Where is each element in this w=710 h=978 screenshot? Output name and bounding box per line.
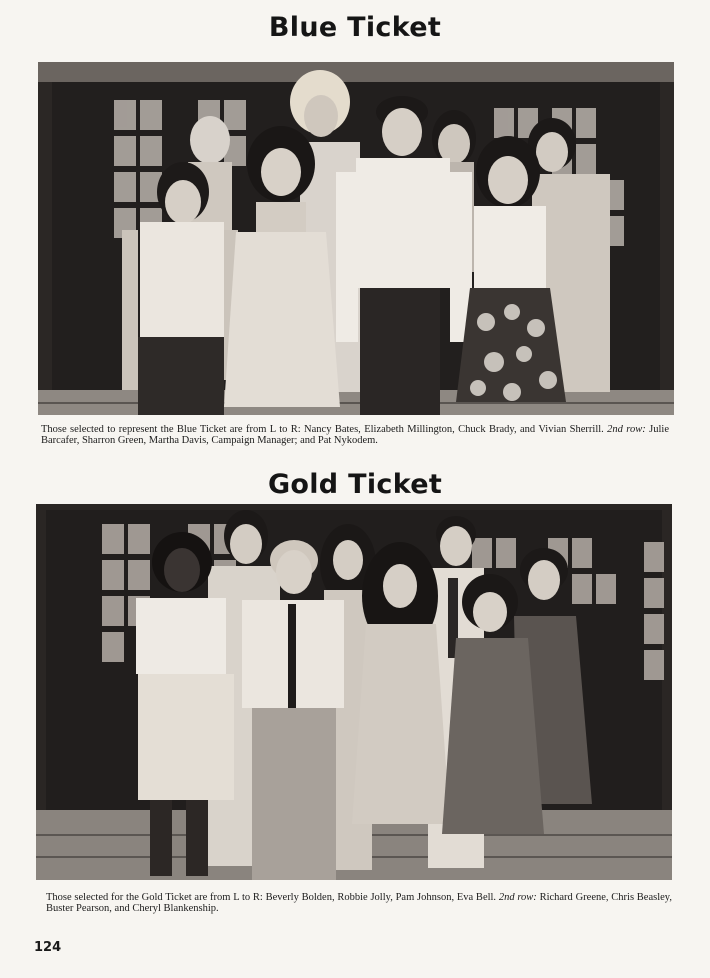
blue-ticket-caption [41,425,669,446]
blue-caption-row-label: 2nd row: [607,424,646,435]
page-number: 124 [34,940,62,955]
gold-caption-row-label: 2nd row: [498,892,537,903]
gold-ticket-heading: Gold Ticket [267,469,443,500]
blue-ticket-group-photo [38,62,674,415]
gold-ticket-group-photo [36,504,672,880]
blue-ticket-heading: Blue Ticket [268,12,442,43]
blue-caption-lead: Those selected to represent the Blue Ticket are from L to R: Nancy Bates, Elizabeth Millington, Chuck Brady, and Vivian Sherrill. [41,424,608,435]
gold-caption-lead: Those selected for the Gold Ticket are from L to R: Beverly Bolden, Robbie Jolly, Pam Johnson, Eva Bell. [46,892,499,903]
gold-caption-tail: Richard Greene, Chris Beasley, Buster Pearson, and Cheryl Blankenship. [46,892,672,914]
gold-ticket-caption [46,893,672,914]
blue-caption-tail: Julie Barcafer, Sharron Green, Martha Davis, Campaign Manager; and Pat Nykodem. [41,424,669,446]
